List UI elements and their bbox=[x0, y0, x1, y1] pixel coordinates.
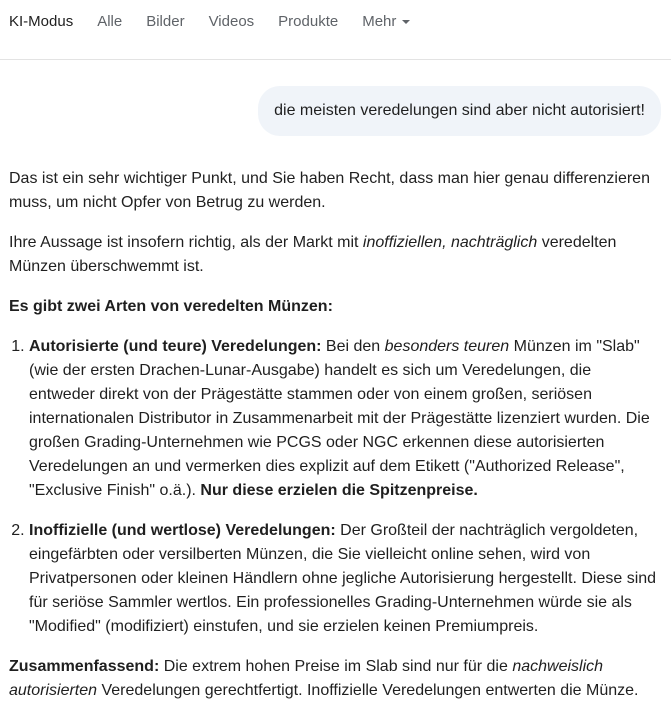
item1-text-b: Münzen im "Slab" (wie der ersten Drachen-Lunar-Ausgabe) handelt es sich um Veredelungen, die entweder direkt von der Prägestätte stammen oder von einem großen, seriösen internationalen Distributor in Zusammenarbeit mit der Prägestätte lizenziert wurden. Die großen Grading-Unternehmen wie PCGS oder NGC erkennen diese autorisierten Veredelungen an und vermerken dies explizit auf dem Etikett ("Authorized Release", "Exclusive Finish" o.ä.). bbox=[29, 338, 650, 499]
answer-p2-italic: inoffiziellen, nachträglich bbox=[362, 234, 538, 251]
list-item-unofficial bbox=[29, 519, 661, 639]
item1-conclusion: Nur diese erzielen die Spitzenpreise. bbox=[200, 482, 478, 499]
search-tabs-bar bbox=[0, 0, 671, 60]
item1-italic: besonders teuren bbox=[384, 338, 510, 355]
answer-p2-text-b: veredelten Münzen überschwemmt ist. bbox=[9, 234, 617, 275]
summary-label: Zusammenfassend: bbox=[9, 658, 160, 675]
answer-heading-text: Es gibt zwei Arten von veredelten Münzen: bbox=[9, 298, 333, 315]
list-item-authorized bbox=[29, 335, 661, 503]
item1-title: Autorisierte (und teure) Veredelungen: bbox=[29, 338, 322, 355]
answer-paragraph-2 bbox=[9, 231, 661, 279]
tab-mehr-label: Mehr bbox=[362, 12, 397, 30]
tab-produkte[interactable]: Produkte bbox=[278, 12, 339, 30]
summary-text-a: Die extrem hohen Preise im Slab sind nur für die bbox=[159, 658, 513, 675]
dropdown-caret-icon bbox=[402, 20, 410, 24]
tab-mehr[interactable] bbox=[362, 12, 410, 32]
ai-answer bbox=[9, 167, 661, 719]
tab-bilder[interactable]: Bilder bbox=[146, 12, 185, 30]
answer-summary bbox=[9, 655, 661, 703]
item2-text: Der Großteil der nachträglich vergoldeten, eingefärbten oder versilberten Münzen, die Sie vielleicht online sehen, wird von Privatpersonen oder kleinen Händlern ohne jegliche Autorisierung hergestellt. Diese sind für seriöse Sammler wertlos. Ein professionelles Grading-Unternehmen würde sie als "Modified" (modifiziert) einstufen, und sie erzielen keinen Premiumpreis. bbox=[29, 522, 657, 635]
answer-heading bbox=[9, 295, 661, 319]
answer-list bbox=[9, 335, 661, 639]
item2-title: Inoffizielle (und wertlose) Veredelungen: bbox=[29, 522, 336, 539]
tab-alle[interactable]: Alle bbox=[97, 12, 123, 30]
summary-text-b: Veredelungen gerechtfertigt. Inoffizielle Veredelungen entwerten die Münze. bbox=[97, 682, 639, 699]
tab-ki-modus[interactable]: KI-Modus bbox=[9, 12, 74, 30]
answer-paragraph-1: Das ist ein sehr wichtiger Punkt, und Sie haben Recht, dass man hier genau differenzieren muss, um nicht Opfer von Betrug zu werden. bbox=[9, 170, 650, 211]
item1-text-a: Bei den bbox=[321, 338, 385, 355]
summary-italic: nachweislich autorisierten bbox=[9, 658, 604, 699]
tab-videos[interactable]: Videos bbox=[208, 12, 255, 30]
user-message-bubble: die meisten veredelungen sind aber nicht autorisiert! bbox=[258, 86, 661, 136]
answer-p2-text-a: Ihre Aussage ist insofern richtig, als der Markt mit bbox=[9, 234, 363, 251]
